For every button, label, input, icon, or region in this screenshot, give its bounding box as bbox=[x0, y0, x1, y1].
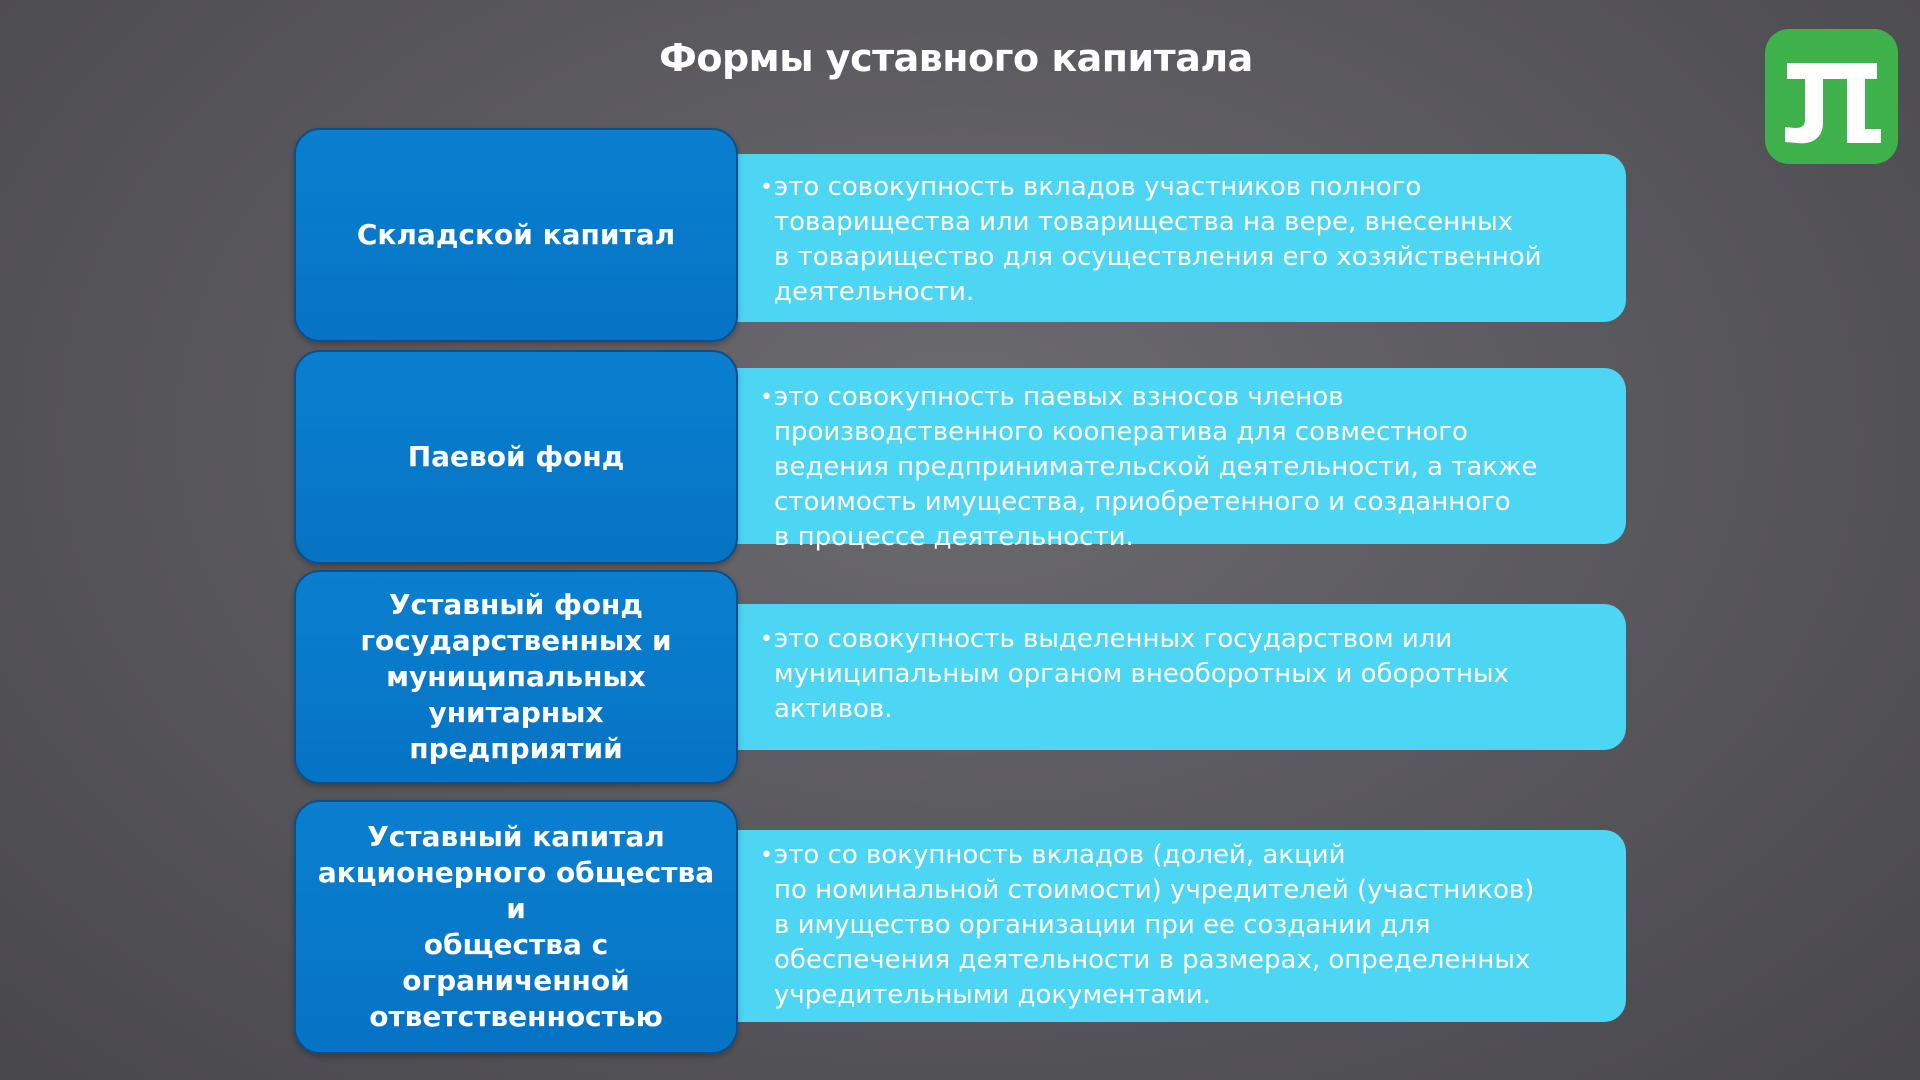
bullet-marker: • bbox=[760, 175, 773, 200]
definition-text: это совокупность вкладов участников полного товарищества или товарищества на вере, внесенных в товарищество для осуществления его хозяйственной деятельности. bbox=[774, 172, 1542, 307]
pi-letter-icon bbox=[1765, 29, 1898, 164]
definition-box bbox=[724, 604, 1626, 750]
logo bbox=[1765, 29, 1898, 164]
definition-box bbox=[724, 368, 1626, 552]
definition-box bbox=[724, 154, 1626, 322]
definition-text: это совокупность паевых взносов членов производственного кооператива для совместного ведения предпринимательской деятельности, а также стоимость имущества, приобретенного и созданного в процессе деятельности. bbox=[774, 382, 1538, 552]
term-box bbox=[294, 570, 738, 784]
definition-text: это совокупность выделенных государством или муниципальным органом внеоборотных и оборотных активов. bbox=[774, 624, 1509, 724]
term-label: Паевой фонд bbox=[407, 440, 625, 473]
term-box bbox=[294, 800, 738, 1054]
bullet-marker: • bbox=[760, 627, 773, 652]
term-box bbox=[294, 350, 738, 564]
definition-box bbox=[724, 830, 1626, 1022]
term-label: Уставный капитал акционерного общества и общества с ограниченной ответственностью bbox=[317, 820, 715, 1033]
page-title: Формы уставного капитала bbox=[659, 36, 1253, 80]
bullet-marker: • bbox=[760, 385, 773, 410]
term-label: Складской капитал bbox=[356, 218, 676, 251]
bullet-marker: • bbox=[760, 843, 773, 868]
definition-text: это со вокупность вкладов (долей, акций по номинальной стоимости) учредителей (участников) в имущество организации при ее создании для обеспечения деятельности в размерах, определенных учредительными документами. bbox=[774, 840, 1535, 1010]
term-label: Уставный фонд государственных и муниципальных унитарных предприятий bbox=[360, 588, 672, 765]
term-box bbox=[294, 128, 738, 342]
